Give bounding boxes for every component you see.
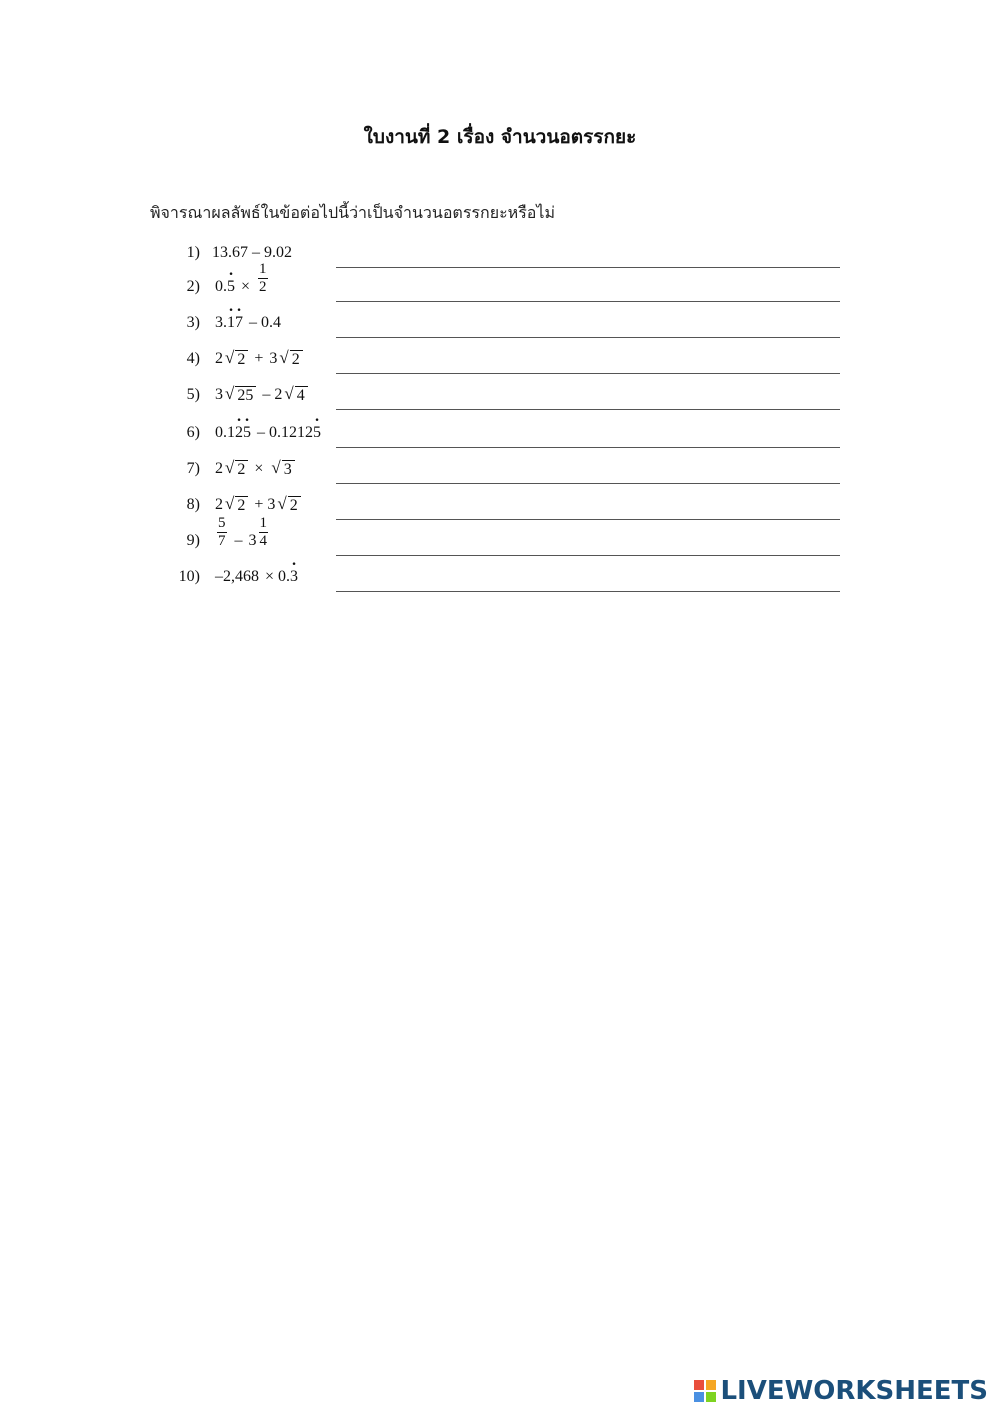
question-number: 4): [186, 350, 200, 367]
answer-line[interactable]: [336, 461, 840, 484]
answer-line[interactable]: [336, 533, 840, 556]
question-expression: 0. · 5 × $\frac{1}{2}$: [215, 261, 270, 296]
question-expression: 2 √ 2 + 3 √ 2: [215, 348, 303, 368]
repeating-digit: · 1: [227, 314, 235, 332]
question-row: [0, 304, 1000, 340]
question-row: [0, 558, 1000, 594]
logo-text: LIVEWORKSHEETS: [720, 1376, 988, 1406]
repeating-digit: · 7: [235, 314, 243, 332]
question-expression: 0.1 · 2 · 5 – 0.1212 · 5: [215, 424, 321, 442]
question-number: 2): [186, 278, 200, 295]
question-number: 5): [186, 386, 200, 403]
logo-square: [694, 1380, 704, 1390]
question-row: [0, 261, 1000, 304]
question-row: [0, 340, 1000, 376]
repeating-digit: · 5: [243, 424, 251, 442]
question-expression: 2 √ 2 × √ 3: [215, 458, 295, 478]
question-expression: $\frac{5}{7}$ – 3 $\frac{1}{4}$: [218, 515, 267, 549]
question-expression: 3. · 1 · 7 – 0.4: [215, 314, 281, 332]
question-number: 7): [186, 460, 200, 477]
fraction: $\frac{1}{2}$: [259, 261, 267, 295]
question-number: 3): [186, 314, 200, 331]
answer-line[interactable]: [336, 245, 840, 268]
answer-line[interactable]: [336, 387, 840, 410]
question-row: [0, 234, 1000, 270]
question-expression: 2 √ 2 + 3 √ 2: [215, 494, 301, 514]
answer-line[interactable]: [336, 351, 840, 374]
repeating-digit: · 2: [235, 424, 243, 442]
question-number: 8): [186, 496, 200, 513]
question-row: [0, 515, 1000, 558]
logo-square: [706, 1380, 716, 1390]
question-row: [0, 414, 1000, 450]
question-number: 1): [186, 244, 200, 261]
repeating-digit: · 5: [313, 424, 321, 442]
logo-square: [706, 1392, 716, 1402]
question-expression: 13.67 – 9.02: [212, 244, 292, 261]
question-row: [0, 450, 1000, 486]
answer-line[interactable]: [336, 279, 840, 302]
worksheet-title: ใบงานที่ 2 เรื่อง จำนวนอตรรกยะ: [363, 126, 637, 148]
logo-grid-icon: [694, 1380, 716, 1402]
fraction: $\frac{1}{4}$: [259, 515, 267, 549]
question-row: [0, 376, 1000, 412]
fraction: $\frac{5}{7}$: [218, 515, 226, 549]
instruction-text: พิจารณาผลลัพธ์ในข้อต่อไปนี้ว่าเป็นจำนวนอตรรกยะหรือไม่: [150, 203, 555, 222]
logo-square: [694, 1392, 704, 1402]
question-number: 10): [178, 568, 200, 585]
repeating-digit: · 3: [290, 568, 298, 586]
question-number: 6): [186, 424, 200, 441]
repeating-digit: · 5: [227, 278, 235, 296]
answer-line[interactable]: [336, 497, 840, 520]
answer-line[interactable]: [336, 425, 840, 448]
question-expression: –2,468 × 0. · 3: [215, 568, 298, 586]
answer-line[interactable]: [336, 569, 840, 592]
liveworksheets-logo[interactable]: [694, 1376, 988, 1406]
answer-line[interactable]: [336, 315, 840, 338]
question-expression: 3 √ 25 – 2 √ 4: [215, 384, 308, 404]
question-number: 9): [186, 532, 200, 549]
question-row: [0, 486, 1000, 522]
